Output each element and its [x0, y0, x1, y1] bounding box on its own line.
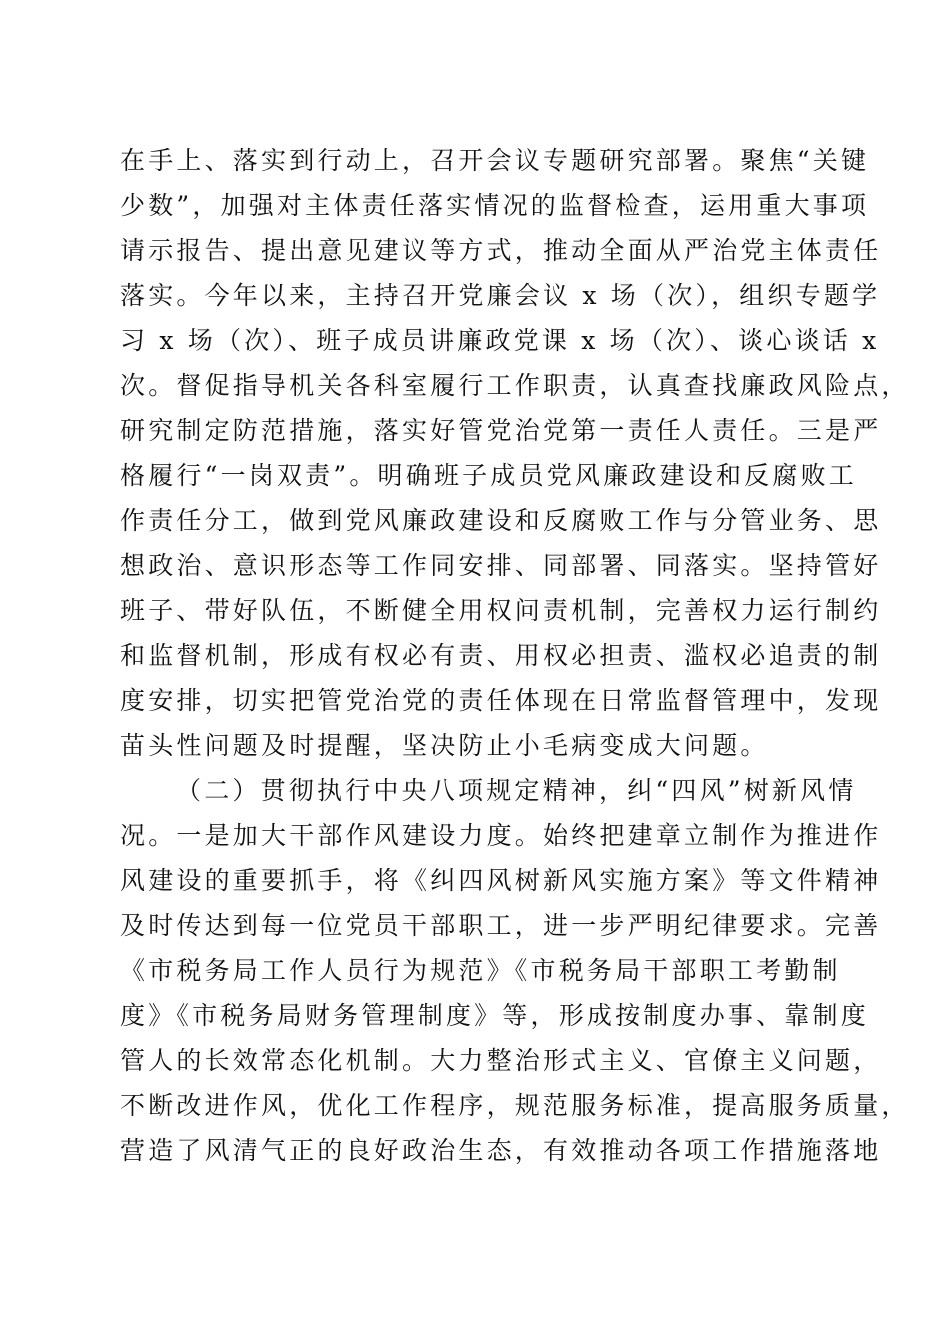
text-line-23: 营造了风清气正的良好政治生态，有效推动各项工作措施落地	[120, 1136, 882, 1165]
text-line-14: 苗头性问题及时提醒，坚决防止小毛病变成大问题。	[120, 731, 769, 760]
text-line-12: 和监督机制，形成有权必有责、用权必担责、滥权必追责的制	[120, 641, 882, 670]
text-line-7: 研究制定防范措施，落实好管党治党第一责任人责任。三是严	[120, 416, 882, 445]
text-line-5: 习 x 场（次）、班子成员讲廉政党课 x 场（次）、谈心谈话 x	[120, 326, 880, 355]
section-heading-line: （二）贯彻执行中央八项规定精神，纠“四风”树新风情	[176, 776, 857, 805]
text-line-2: 少数”，加强对主体责任落实情况的监督检查，运用重大事项	[120, 191, 870, 220]
text-line-6: 次。督促指导机关各科室履行工作职责，认真查找廉政风险点，	[120, 371, 910, 400]
text-line-19: 《市税务局工作人员行为规范》《市税务局干部职工考勤制	[120, 956, 841, 985]
text-line-11: 班子、带好队伍，不断健全用权问责机制，完善权力运行制约	[120, 596, 882, 625]
text-line-22: 不断改进作风，优化工作程序，规范服务标准，提高服务质量，	[120, 1091, 910, 1120]
text-line-1: 在手上、落实到行动上，召开会议专题研究部署。聚焦“关键	[120, 146, 870, 175]
text-line-10: 想政治、意识形态等工作同安排、同部署、同落实。坚持管好	[120, 551, 882, 580]
text-line-17: 风建设的重要抓手，将《纠四风树新风实施方案》等文件精神	[120, 866, 882, 895]
text-line-13: 度安排，切实把管党治党的责任体现在日常监督管理中，发现	[120, 686, 882, 715]
text-line-21: 管人的长效常态化机制。大力整治形式主义、官僚主义问题，	[120, 1046, 882, 1075]
text-line-16: 况。一是加大干部作风建设力度。始终把建章立制作为推进作	[120, 821, 882, 850]
text-line-3: 请示报告、提出意见建议等方式，推动全面从严治党主体责任	[120, 236, 882, 265]
text-line-18: 及时传达到每一位党员干部职工，进一步严明纪律要求。完善	[120, 911, 882, 940]
text-line-20: 度》《市税务局财务管理制度》等，形成按制度办事、靠制度	[120, 1001, 869, 1030]
text-line-9: 作责任分工，做到党风廉政建设和反腐败工作与分管业务、思	[120, 506, 882, 535]
text-line-4: 落实。今年以来，主持召开党廉会议 x 场（次），组织专题学	[120, 281, 881, 310]
text-line-8: 格履行“一岗双责”。明确班子成员党风廉政建设和反腐败工	[120, 461, 857, 490]
